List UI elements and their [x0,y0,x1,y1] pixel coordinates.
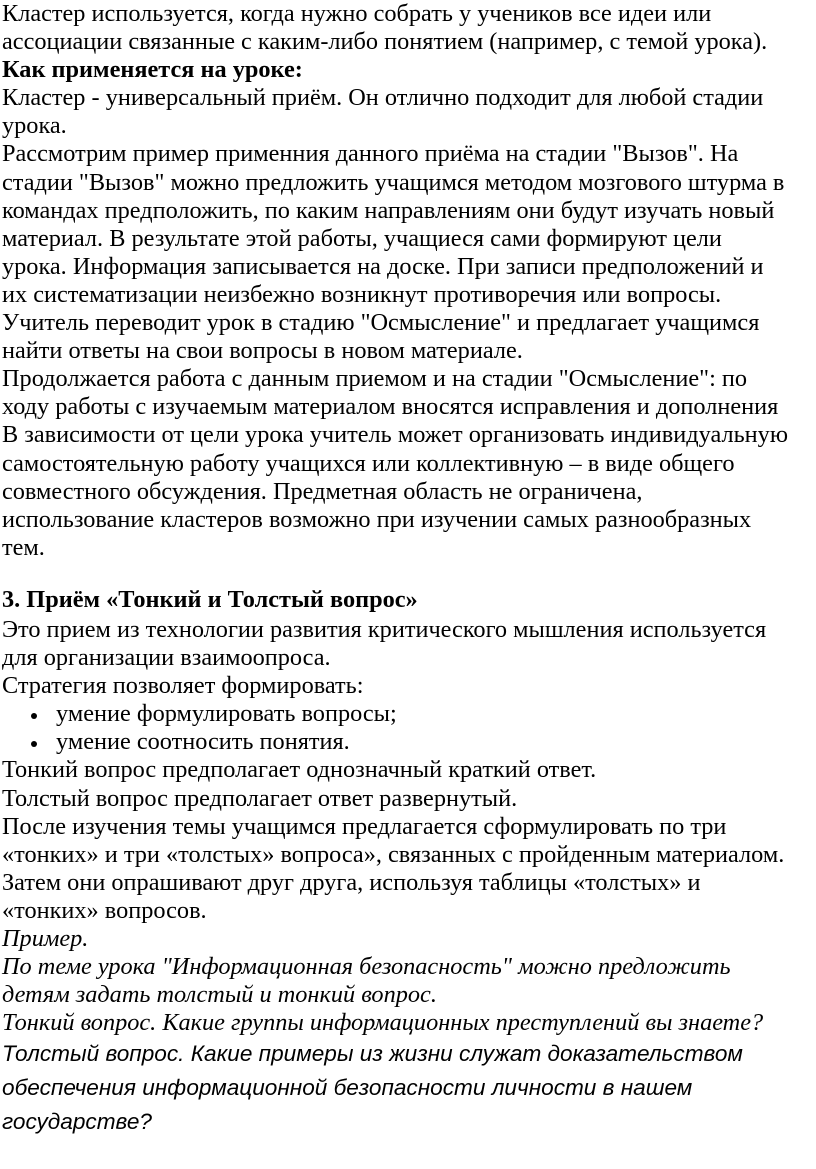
example-line: Тонкий вопрос. Какие группы информационных преступлений вы знаете? [2,1009,764,1037]
bullet-icon [31,741,37,747]
intro-line-2: ассоциации связанные с каким-либо понятием (например, с темой урока). [2,28,768,56]
example-thick-question-line: государстве? [2,1109,152,1135]
bullet-icon [31,713,37,719]
after-bullets-line: «тонких» и три «толстых» вопроса», связанных с пройденным материалом. [2,840,785,868]
example-label: Пример. [2,925,89,952]
example-line: По теме урока "Информационная безопасность" можно предложить [2,953,731,981]
body-line: Рассмотрим пример применния данного приёма на стадии "Вызов". На [2,140,739,168]
body-line: совместного обсуждения. Предметная область не ограничена, [2,477,643,505]
after-bullets-line: Затем они опрашивают друг друга, используя таблицы «толстых» и [2,868,701,896]
bullet-text: умение соотносить понятия. [56,728,350,756]
section-3-heading: 3. Приём «Тонкий и Толстый вопрос» [2,585,418,613]
list-item [0,700,816,728]
body-line: самостоятельную работу учащихся или коллективную – в виде общего [2,449,735,477]
bullet-list [0,700,816,756]
section-3-line: для организации взаимоопроса. [2,644,331,672]
intro-line-1: Кластер используется, когда нужно собрать у учеников все идеи или [2,0,712,27]
body-line: урока. [2,112,67,140]
body-line: тем. [2,533,45,561]
body-line: ходу работы с изучаемым материалом вносятся исправления и дополнения [2,393,779,421]
after-bullets-line: Толстый вопрос предполагает ответ развернутый. [2,784,518,812]
after-bullets-line: После изучения темы учащимся предлагается сформулировать по три [2,812,727,840]
body-line: командах предположить, по каким направлениям они будут изучать новый [2,196,775,224]
body-line: их систематизации неизбежно возникнут противоречия или вопросы. [2,280,722,308]
body-line: урока. Информация записывается на доске. При записи предположений и [2,252,764,280]
after-bullets-line: «тонких» вопросов. [2,896,207,924]
after-bullets-line: Тонкий вопрос предполагает однозначный краткий ответ. [2,756,597,784]
list-item [0,728,816,756]
body-line: Учитель переводит урок в стадию "Осмысление" и предлагает учащимся [2,309,760,337]
body-line: Продолжается работа с данным приемом и на стадии "Осмысление": по [2,365,748,393]
example-line: детям задать толстый и тонкий вопрос. [2,981,437,1009]
how-heading: Как применяется на уроке: [2,56,303,84]
body-line: Кластер - универсальный приём. Он отлично подходит для любой стадии [2,84,764,112]
body-line: В зависимости от цели урока учитель может организовать индивидуальную [2,421,788,449]
body-line: использование кластеров возможно при изучении самых разнообразных [2,505,752,533]
section-3-line: Стратегия позволяет формировать: [2,672,364,700]
example-thick-question-line: обеспечения информационной безопасности личности в нашем [2,1075,693,1101]
body-line: найти ответы на свои вопросы в новом материале. [2,337,523,365]
bullet-text: умение формулировать вопросы; [56,700,397,728]
example-thick-question-line: Толстый вопрос. Какие примеры из жизни служат доказательством [2,1041,743,1067]
body-line: материал. В результате этой работы, учащиеся сами формируют цели [2,224,722,252]
section-3-line: Это прием из технологии развития критического мышления используется [2,615,767,643]
body-paragraphs [0,84,816,562]
body-line: стадии "Вызов" можно предложить учащимся методом мозгового штурма в [2,168,785,196]
